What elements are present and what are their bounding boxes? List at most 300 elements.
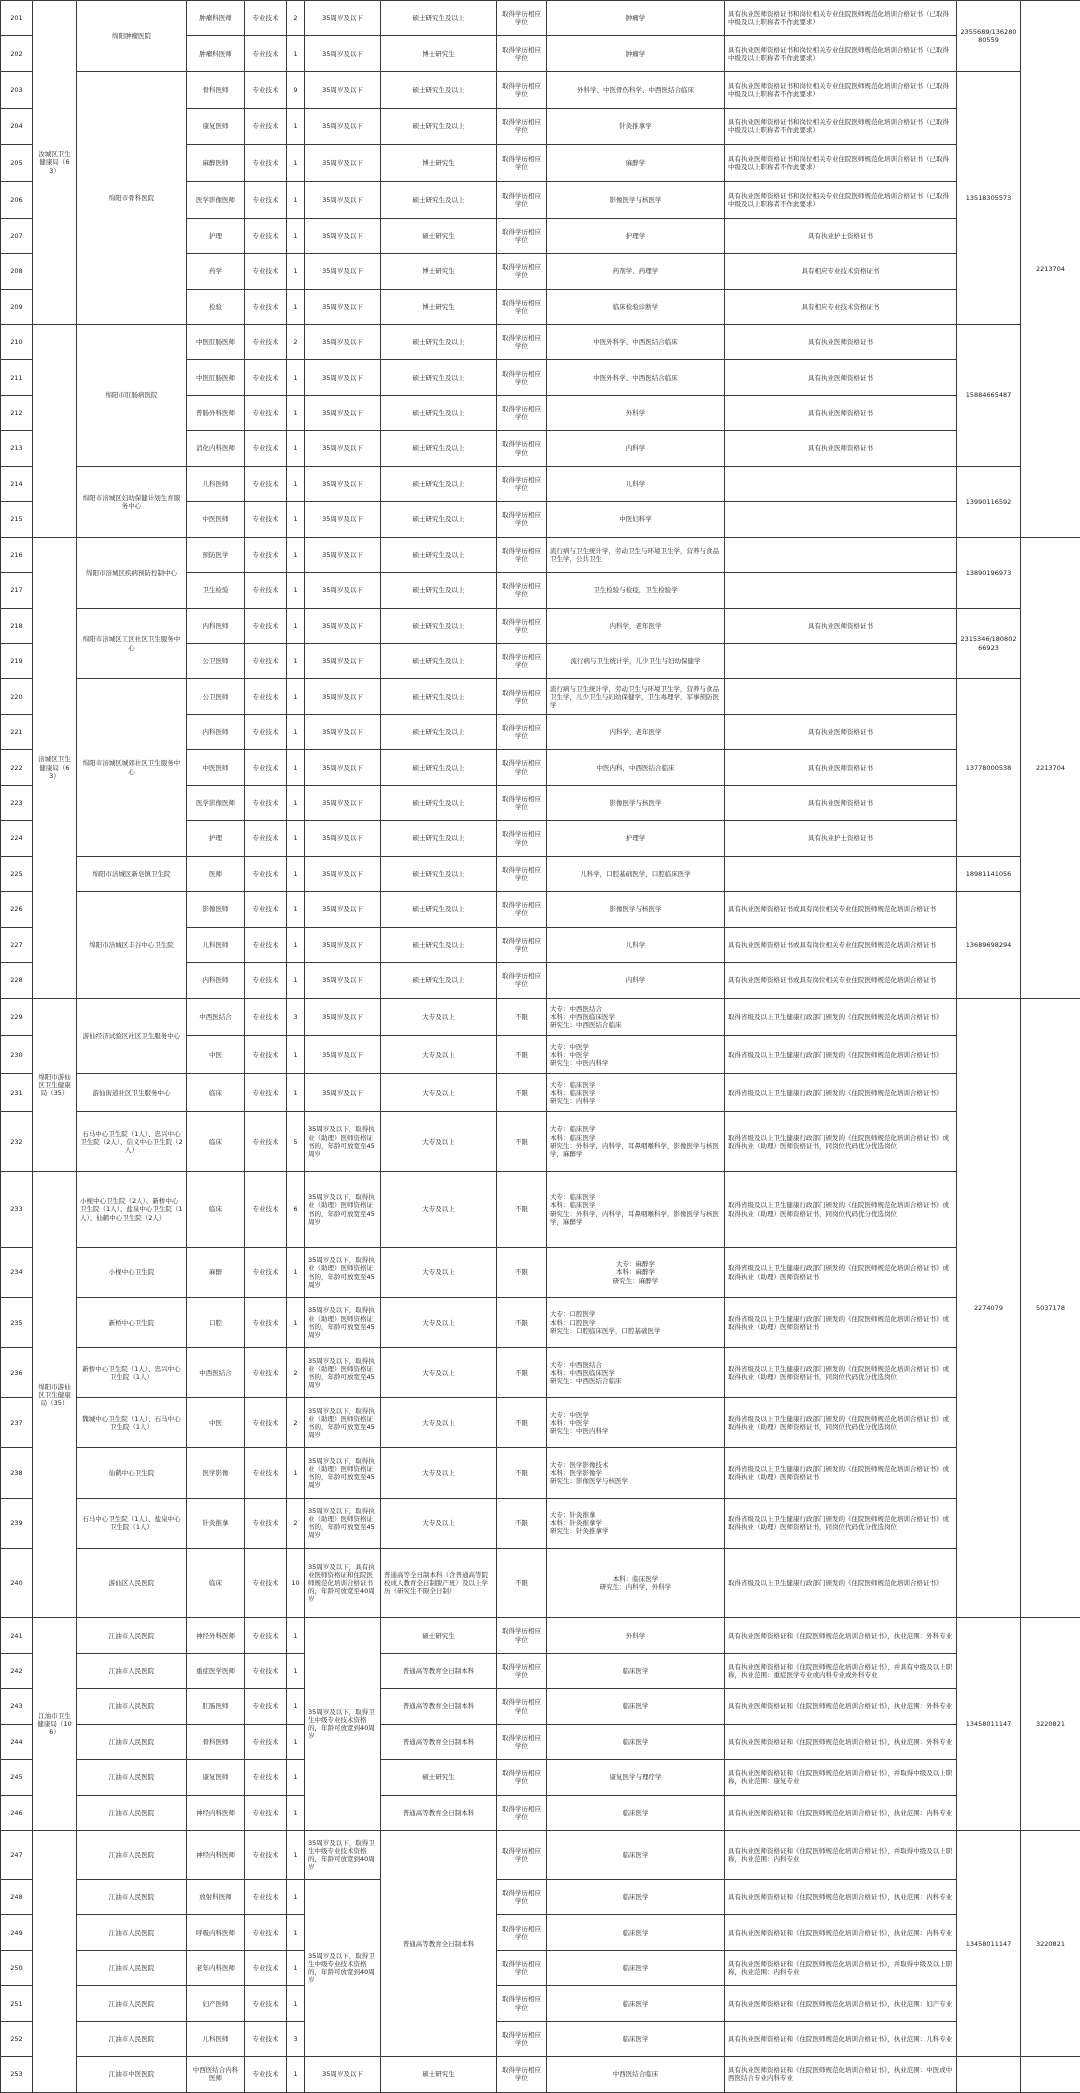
table-row: [1, 1831, 1080, 1880]
table-cell: 专业技术: [245, 218, 287, 253]
table-cell: 专业技术: [245, 821, 287, 856]
table-cell: 具有执业医师资格证书: [725, 714, 957, 749]
table-cell: 临床医学: [547, 2021, 725, 2056]
table-cell: 取得学历相应学位: [497, 289, 547, 324]
table-cell: 专业技术: [245, 1986, 287, 2021]
table-cell: 具有执业医师资格证和《住院医师规范化培训合格证书》，执业范围：中医或中西医结合专业内科专业: [725, 2057, 957, 2092]
table-cell: 护理学: [547, 218, 725, 253]
table-cell: 针灸推拿学: [547, 108, 725, 145]
row-number: 242: [1, 1653, 33, 1688]
table-cell: 取得学历相应学位: [497, 1653, 547, 1688]
table-cell: 35周岁及以下: [305, 892, 381, 927]
table-cell: 不限: [497, 998, 547, 1036]
table-cell: 博士研究生: [381, 36, 497, 71]
table-cell: 专业技术: [245, 2057, 287, 2092]
table-cell: 神经内科医师: [187, 1795, 245, 1830]
table-cell: 江油市人民医院: [77, 1915, 187, 1950]
table-cell: 具有执业医师资格证书和岗位相关专业住院医师规范化培训合格证书（已取得中级及以上职称者不作此要求）: [725, 108, 957, 145]
table-cell: 专业技术: [245, 608, 287, 643]
table-cell: 预防医学: [187, 537, 245, 572]
table-cell: 3220821: [1021, 1831, 1080, 2057]
table-cell: 大专及以上: [381, 1247, 497, 1297]
table-cell: 大专及以上: [381, 1036, 497, 1074]
table-cell: 取得学历相应学位: [497, 714, 547, 749]
table-cell: 专业技术: [245, 963, 287, 998]
table-cell: 江油市人民医院: [77, 1760, 187, 1795]
table-cell: 取得学历相应学位: [497, 1831, 547, 1880]
row-number: 249: [1, 1915, 33, 1950]
table-cell: 35周岁及以下: [305, 108, 381, 145]
table-cell: 2274079: [957, 998, 1021, 1618]
table-cell: 本科：临床医学 研究生：内科学，外科学: [547, 1548, 725, 1618]
table-cell: 中医: [187, 1036, 245, 1074]
table-cell: 护理: [187, 821, 245, 856]
table-cell: 35周岁及以下: [305, 71, 381, 108]
table-cell: 取得学历相应学位: [497, 145, 547, 182]
table-cell: 1: [287, 1915, 305, 1950]
table-cell: 新桥中心卫生院: [77, 1298, 187, 1348]
table-cell: 2213704: [1021, 1, 1080, 538]
table-cell: 具有执业医师资格证和《住院医师规范化培训合格证书》，执业范围：外科专业: [725, 1689, 957, 1724]
table-cell: 具有执业医师资格证和《住院医师规范化培训合格证书》，并具有中级及以上职称，执业范围：重症医学专业或内科专业或外科专业: [725, 1653, 957, 1688]
table-cell: 游仙街道社区卫生服务中心: [77, 1074, 187, 1112]
table-cell: 绵阳市游仙区卫生健康局（35）: [33, 1172, 77, 1618]
table-cell: 具有执业护士资格证书: [725, 821, 957, 856]
table-cell: 影像医学与核医学: [547, 181, 725, 218]
table-cell: 内科医师: [187, 714, 245, 749]
table-cell: 麻醉学: [547, 145, 725, 182]
table-cell: 专业技术: [245, 1498, 287, 1548]
table-cell: 1: [287, 1247, 305, 1297]
table-cell: 不限: [497, 1398, 547, 1448]
table-cell: 临床医学: [547, 1689, 725, 1724]
table-cell: 1: [287, 750, 305, 785]
table-cell: 具有执业医师资格证和《住院医师规范化培训合格证书》，并取得中级及以上职称，执业范围：康复专业: [725, 1760, 957, 1795]
row-number: 223: [1, 785, 33, 820]
table-cell: 内科医师: [187, 608, 245, 643]
table-cell: 硕士研究生及以上: [381, 608, 497, 643]
table-cell: 硕士研究生及以上: [381, 395, 497, 430]
table-cell: [725, 537, 957, 572]
table-cell: 35周岁及以下: [305, 2057, 381, 2092]
table-cell: 药学: [187, 254, 245, 289]
table-cell: 大专：口腔医学 本科：口腔医学 研究生：口腔临床医学，口腔基础医学: [547, 1298, 725, 1348]
table-cell: 具有执业医师资格证书: [725, 785, 957, 820]
table-cell: 不限: [497, 1298, 547, 1348]
table-cell: 1: [287, 108, 305, 145]
row-number: 213: [1, 431, 33, 466]
table-cell: 35周岁及以下，取得卫生中级专业技术资格的，年龄可放宽到40周岁: [305, 1618, 381, 1831]
table-cell: 5037178: [1021, 998, 1080, 1618]
table-cell: 取得学历相应学位: [497, 1795, 547, 1830]
table-cell: 取得学历相应学位: [497, 1, 547, 36]
table-cell: 流行病与卫生统计学，劳动卫生与环境卫生学，营养与食品卫生学，儿少卫生与妇幼保健学，卫生毒理学，军事预防医学: [547, 679, 725, 714]
table-row: [1, 892, 1080, 927]
table-cell: 5: [287, 1112, 305, 1172]
table-cell: 中西医结合临床: [547, 2057, 725, 2092]
table-cell: 1: [287, 1880, 305, 1915]
table-cell: [957, 2057, 1021, 2092]
table-cell: [725, 679, 957, 714]
table-cell: 儿科医师: [187, 466, 245, 501]
table-cell: 13990116592: [957, 466, 1021, 537]
table-cell: 1: [287, 1986, 305, 2021]
table-cell: 中医医师: [187, 502, 245, 537]
table-row: [1, 1, 1080, 36]
table-cell: 绵阳市肛肠病医院: [77, 324, 187, 466]
table-cell: 1: [287, 1760, 305, 1795]
table-cell: 普通高等教育全日制本科: [381, 1653, 497, 1688]
table-cell: 中西医结合: [187, 1348, 245, 1398]
table-cell: 专业技术: [245, 856, 287, 891]
table-cell: 中西医结合内科医师: [187, 2057, 245, 2092]
table-cell: 江油市人民医院: [77, 1618, 187, 1653]
table-row: [1, 537, 1080, 572]
table-cell: 普通高等教育全日制本科: [381, 1795, 497, 1830]
table-cell: 专业技术: [245, 1112, 287, 1172]
table-cell: 35周岁及以下: [305, 324, 381, 359]
table-cell: 医学影像医师: [187, 181, 245, 218]
table-cell: 取得学历相应学位: [497, 360, 547, 395]
table-cell: [725, 573, 957, 608]
table-cell: 35周岁及以下: [305, 1, 381, 36]
table-cell: 1: [287, 254, 305, 289]
table-cell: 硕士研究生: [381, 1760, 497, 1795]
table-cell: 1: [287, 466, 305, 501]
table-cell: 35周岁及以下，取得执业（助理）医师资格证书的，年龄可放宽至45周岁: [305, 1448, 381, 1498]
table-cell: 中西医结合: [187, 998, 245, 1036]
row-number: 228: [1, 963, 33, 998]
table-cell: 中医内科，中西医结合临床: [547, 750, 725, 785]
table-cell: 普肠外科医师: [187, 395, 245, 430]
table-cell: 取得学历相应学位: [497, 254, 547, 289]
table-cell: 具有执业医师资格证和《住院医师规范化培训合格证书》，执业范围：外科专业: [725, 1724, 957, 1759]
table-cell: 1: [287, 1298, 305, 1348]
table-row: [1, 1986, 1080, 2021]
table-cell: 呼吸内科医师: [187, 1915, 245, 1950]
row-number: 241: [1, 1618, 33, 1653]
table-cell: 取得学历相应学位: [497, 963, 547, 998]
row-number: 229: [1, 998, 33, 1036]
table-row: [1, 1950, 1080, 1985]
table-cell: 具有执业医师资格证和《住院医师规范化培训合格证书》，并取得中级及以上职称，执业范围：内科专业: [725, 1831, 957, 1880]
table-cell: 1: [287, 573, 305, 608]
table-cell: 35周岁及以下: [305, 466, 381, 501]
table-cell: 临床医学: [547, 1950, 725, 1985]
table-cell: 取得学历相应学位: [497, 1689, 547, 1724]
table-cell: 硕士研究生及以上: [381, 785, 497, 820]
table-cell: 临床医学: [547, 1915, 725, 1950]
table-cell: 大专：中西医结合 本科：中西医临床医学 研究生：中西医结合临床: [547, 1348, 725, 1398]
table-cell: 取得学历相应学位: [497, 537, 547, 572]
table-cell: 具有执业医师资格证书或具有岗位相关专业住院医师规范化培训合格证书: [725, 963, 957, 998]
table-cell: 内科学: [547, 963, 725, 998]
table-cell: 专业技术: [245, 395, 287, 430]
table-cell: 绵阳市游仙区卫生健康局（35）: [33, 998, 77, 1172]
table-cell: 35周岁及以下: [305, 963, 381, 998]
table-cell: 1: [287, 785, 305, 820]
row-number: 248: [1, 1880, 33, 1915]
row-number: 222: [1, 750, 33, 785]
table-cell: 影像医师: [187, 892, 245, 927]
table-row: [1, 1172, 1080, 1248]
table-cell: 专业技术: [245, 1831, 287, 1880]
table-cell: 取得省级及以上卫生健康行政部门颁发的《住院医师规范化培训合格证书》: [725, 1548, 957, 1618]
table-cell: 35周岁及以下: [305, 254, 381, 289]
table-cell: 专业技术: [245, 714, 287, 749]
table-cell: 35周岁及以下: [305, 608, 381, 643]
table-cell: 取得省级及以上卫生健康行政部门颁发的《住院医师规范化培训合格证书》: [725, 998, 957, 1036]
table-cell: 取得学历相应学位: [497, 750, 547, 785]
table-cell: 专业技术: [245, 1880, 287, 1915]
table-cell: 35周岁及以下: [305, 218, 381, 253]
table-cell: 专业技术: [245, 1653, 287, 1688]
row-number: 218: [1, 608, 33, 643]
table-cell: 9: [287, 71, 305, 108]
table-cell: 专业技术: [245, 289, 287, 324]
table-cell: 大专：中医学 本科：中医学 研究生：中医内科学: [547, 1398, 725, 1448]
table-cell: 绵阳市涪城区城郊社区卫生服务中心: [77, 679, 187, 856]
table-cell: 专业技术: [245, 502, 287, 537]
table-cell: 取得学历相应学位: [497, 1724, 547, 1759]
table-cell: 3220821: [1021, 1618, 1080, 1831]
table-cell: 专业技术: [245, 892, 287, 927]
table-cell: 医师: [187, 856, 245, 891]
table-cell: 硕士研究生及以上: [381, 927, 497, 962]
row-number: 214: [1, 466, 33, 501]
row-number: 224: [1, 821, 33, 856]
row-number: 204: [1, 108, 33, 145]
table-cell: 专业技术: [245, 145, 287, 182]
table-cell: 35周岁及以下: [305, 821, 381, 856]
table-cell: 护理学: [547, 821, 725, 856]
table-cell: 康复医学与理疗学: [547, 1760, 725, 1795]
table-body: [1, 1, 1080, 2093]
table-cell: 中医外科学、中西医结合临床: [547, 360, 725, 395]
table-cell: [33, 324, 77, 537]
table-cell: 2213704: [1021, 537, 1080, 998]
table-cell: 临床医学: [547, 1724, 725, 1759]
table-cell: 取得省级及以上卫生健康行政部门颁发的《住院医师规范化培训合格证书》或取得执业（助理）医师资格证书，同岗位代码优分优选岗位: [725, 1112, 957, 1172]
table-cell: 硕士研究生及以上: [381, 714, 497, 749]
table-cell: 大专及以上: [381, 1074, 497, 1112]
table-cell: 神经内科医师: [187, 1831, 245, 1880]
table-row: [1, 1795, 1080, 1830]
table-cell: 放射科医师: [187, 1880, 245, 1915]
table-cell: 内科学，老年医学: [547, 608, 725, 643]
table-cell: 1: [287, 1074, 305, 1112]
row-number: 233: [1, 1172, 33, 1248]
row-number: 244: [1, 1724, 33, 1759]
table-cell: 专业技术: [245, 1618, 287, 1653]
table-cell: 35周岁及以下: [305, 502, 381, 537]
table-cell: 取得学历相应学位: [497, 466, 547, 501]
table-cell: 专业技术: [245, 1950, 287, 1985]
table-cell: 硕士研究生及以上: [381, 360, 497, 395]
table-cell: 13890196973: [957, 537, 1021, 608]
table-row: [1, 679, 1080, 714]
row-number: 220: [1, 679, 33, 714]
table-cell: 大专：针灸推拿 本科：针灸推拿学 研究生：针灸推拿学: [547, 1498, 725, 1548]
table-cell: 具有执业医师资格证和《住院医师规范化培训合格证书》，并取得中级及以上职称，执业范围：内科专业: [725, 1950, 957, 1985]
table-cell: 专业技术: [245, 1724, 287, 1759]
table-cell: [725, 856, 957, 891]
table-cell: 专业技术: [245, 71, 287, 108]
table-cell: 取得省级及以上卫生健康行政部门颁发的《住院医师规范化培训合格证书》: [725, 1074, 957, 1112]
table-cell: 大专：医学影像技术 本科：医学影像学 研究生：影像医学与核医学: [547, 1448, 725, 1498]
table-cell: 老年内科医师: [187, 1950, 245, 1985]
table-cell: 1: [287, 1618, 305, 1653]
row-number: 216: [1, 537, 33, 572]
table-cell: 1: [287, 431, 305, 466]
table-cell: 1: [287, 181, 305, 218]
row-number: 250: [1, 1950, 33, 1985]
table-cell: 汝城区卫生健康局（63）: [33, 1, 77, 325]
table-cell: 专业技术: [245, 360, 287, 395]
table-cell: 涪城区卫生健康局（63）: [33, 537, 77, 998]
table-row: [1, 1448, 1080, 1498]
table-row: [1, 1548, 1080, 1618]
table-cell: 硕士研究生及以上: [381, 1, 497, 36]
table-cell: 取得学历相应学位: [497, 785, 547, 820]
table-cell: 专业技术: [245, 466, 287, 501]
table-cell: 取得学历相应学位: [497, 1760, 547, 1795]
table-row: [1, 1653, 1080, 1688]
table-cell: 专业技术: [245, 431, 287, 466]
table-cell: 江油市人民医院: [77, 1653, 187, 1688]
table-cell: 硕士研究生及以上: [381, 679, 497, 714]
table-cell: 取得学历相应学位: [497, 821, 547, 856]
table-cell: 江油市中医医院: [77, 2057, 187, 2092]
table-cell: 江油市人民医院: [77, 1831, 187, 1880]
table-cell: 康复医师: [187, 108, 245, 145]
table-cell: 专业技术: [245, 537, 287, 572]
table-cell: 儿科医师: [187, 927, 245, 962]
table-row: [1, 2021, 1080, 2056]
table-cell: 专业技术: [245, 1298, 287, 1348]
table-cell: 1: [287, 714, 305, 749]
table-cell: 硕士研究生及以上: [381, 537, 497, 572]
table-cell: 绵阳市涪城区疾病预防控制中心: [77, 537, 187, 608]
table-cell: 大专：临床医学 本科：临床医学 研究生：内科学: [547, 1074, 725, 1112]
table-cell: 博士研究生: [381, 145, 497, 182]
table-cell: 取得学历相应学位: [497, 2057, 547, 2092]
table-cell: 硕士研究生: [381, 2057, 497, 2092]
table-cell: 中医肛肠医师: [187, 324, 245, 359]
table-cell: 具有执业医师资格证和《住院医师规范化培训合格证书》，执业范围：妇产专业: [725, 1986, 957, 2021]
table-cell: 专业技术: [245, 2021, 287, 2056]
table-cell: 取得学历相应学位: [497, 892, 547, 927]
table-cell: 取得学历相应学位: [497, 181, 547, 218]
row-number: 210: [1, 324, 33, 359]
table-cell: 影像医学与核医学: [547, 785, 725, 820]
table-cell: 13458011147: [957, 1618, 1021, 1831]
table-cell: 不限: [497, 1036, 547, 1074]
table-cell: 取得省级及以上卫生健康行政部门颁发的《住院医师规范化培训合格证书》: [725, 1036, 957, 1074]
table-cell: 2: [287, 1348, 305, 1398]
table-cell: 临床医学: [547, 1986, 725, 2021]
table-cell: 1: [287, 537, 305, 572]
table-row: [1, 1398, 1080, 1448]
table-cell: 具有相应专业技术资格证书: [725, 254, 957, 289]
table-cell: 1: [287, 395, 305, 430]
table-cell: 不限: [497, 1498, 547, 1548]
table-cell: 专业技术: [245, 36, 287, 71]
row-number: 251: [1, 1986, 33, 2021]
table-row: [1, 71, 1080, 108]
table-cell: 针灸推拿: [187, 1498, 245, 1548]
table-cell: 35周岁及以下，取得执业（助理）医师资格证书的，年龄可放宽至45周岁: [305, 1498, 381, 1548]
table-row: [1, 1112, 1080, 1172]
table-cell: 妇产医师: [187, 1986, 245, 2021]
row-number: 226: [1, 892, 33, 927]
row-number: 212: [1, 395, 33, 430]
table-cell: 专业技术: [245, 324, 287, 359]
table-cell: 临床: [187, 1074, 245, 1112]
table-cell: 1: [287, 1831, 305, 1880]
table-cell: 具有执业医师资格证书: [725, 395, 957, 430]
table-cell: 1: [287, 963, 305, 998]
table-cell: 硕士研究生及以上: [381, 963, 497, 998]
table-cell: 硕士研究生及以上: [381, 856, 497, 891]
table-cell: 1: [287, 644, 305, 679]
row-number: 243: [1, 1689, 33, 1724]
table-cell: 硕士研究生及以上: [381, 71, 497, 108]
table-cell: 35周岁及以下: [305, 36, 381, 71]
row-number: 225: [1, 856, 33, 891]
table-cell: 具有相应专业技术资格证书: [725, 289, 957, 324]
table-cell: 1: [287, 145, 305, 182]
table-cell: 35周岁及以下: [305, 785, 381, 820]
table-cell: [725, 502, 957, 537]
table-cell: 专业技术: [245, 108, 287, 145]
table-cell: 江油市人民医院: [77, 1950, 187, 1985]
table-cell: 35周岁及以下，取得执业（助理）医师资格证书的，年龄可放宽至45周岁: [305, 1172, 381, 1248]
row-number: 211: [1, 360, 33, 395]
table-cell: 大专及以上: [381, 1298, 497, 1348]
table-cell: [725, 644, 957, 679]
table-cell: 中医妇科学: [547, 502, 725, 537]
table-cell: 绵阳肿瘤医院: [77, 1, 187, 72]
table-cell: 取得学历相应学位: [497, 644, 547, 679]
table-cell: 专业技术: [245, 1915, 287, 1950]
table-cell: 临床医学: [547, 1795, 725, 1830]
table-cell: 具有执业医师资格证和《住院医师规范化培训合格证书》，执业范围：内科专业: [725, 1915, 957, 1950]
table-cell: 麻醉: [187, 1247, 245, 1297]
table-cell: 硕士研究生及以上: [381, 573, 497, 608]
table-cell: 硕士研究生及以上: [381, 431, 497, 466]
row-number: 209: [1, 289, 33, 324]
row-number: 215: [1, 502, 33, 537]
table-cell: 1: [287, 36, 305, 71]
table-cell: 具有执业医师资格证书或具有岗位相关专业住院医师规范化培训合格证书: [725, 927, 957, 962]
row-number: 201: [1, 1, 33, 36]
table-cell: 取得学历相应学位: [497, 1915, 547, 1950]
table-cell: 具有执业医师资格证和《住院医师规范化培训合格证书》，执业范围：内科专业: [725, 1795, 957, 1830]
table-cell: 具有执业医师资格证书: [725, 750, 957, 785]
table-cell: 专业技术: [245, 1172, 287, 1248]
table-cell: 儿科医师: [187, 2021, 245, 2056]
table-cell: 流行病与卫生统计学，劳动卫生与环境卫生学，营养与食品卫生学，公共卫生: [547, 537, 725, 572]
table-row: [1, 1348, 1080, 1398]
table-cell: 大专：中西医结合 本科：中西医临床医学 研究生：中西医结合临床: [547, 998, 725, 1036]
table-cell: 取得省级及以上卫生健康行政部门颁发的《住院医师规范化培训合格证书》或取得执业（助理）医师资格证书，同岗位代码优分优选岗位: [725, 1398, 957, 1448]
row-number: 246: [1, 1795, 33, 1830]
table-cell: 硕士研究生及以上: [381, 750, 497, 785]
table-cell: 35周岁及以下: [305, 145, 381, 182]
table-cell: [1021, 2057, 1080, 2092]
table-cell: 取得省级及以上卫生健康行政部门颁发的《住院医师规范化培训合格证书》或取得执业（助理）医师资格证书，同岗位代码优分优选岗位: [725, 1348, 957, 1398]
